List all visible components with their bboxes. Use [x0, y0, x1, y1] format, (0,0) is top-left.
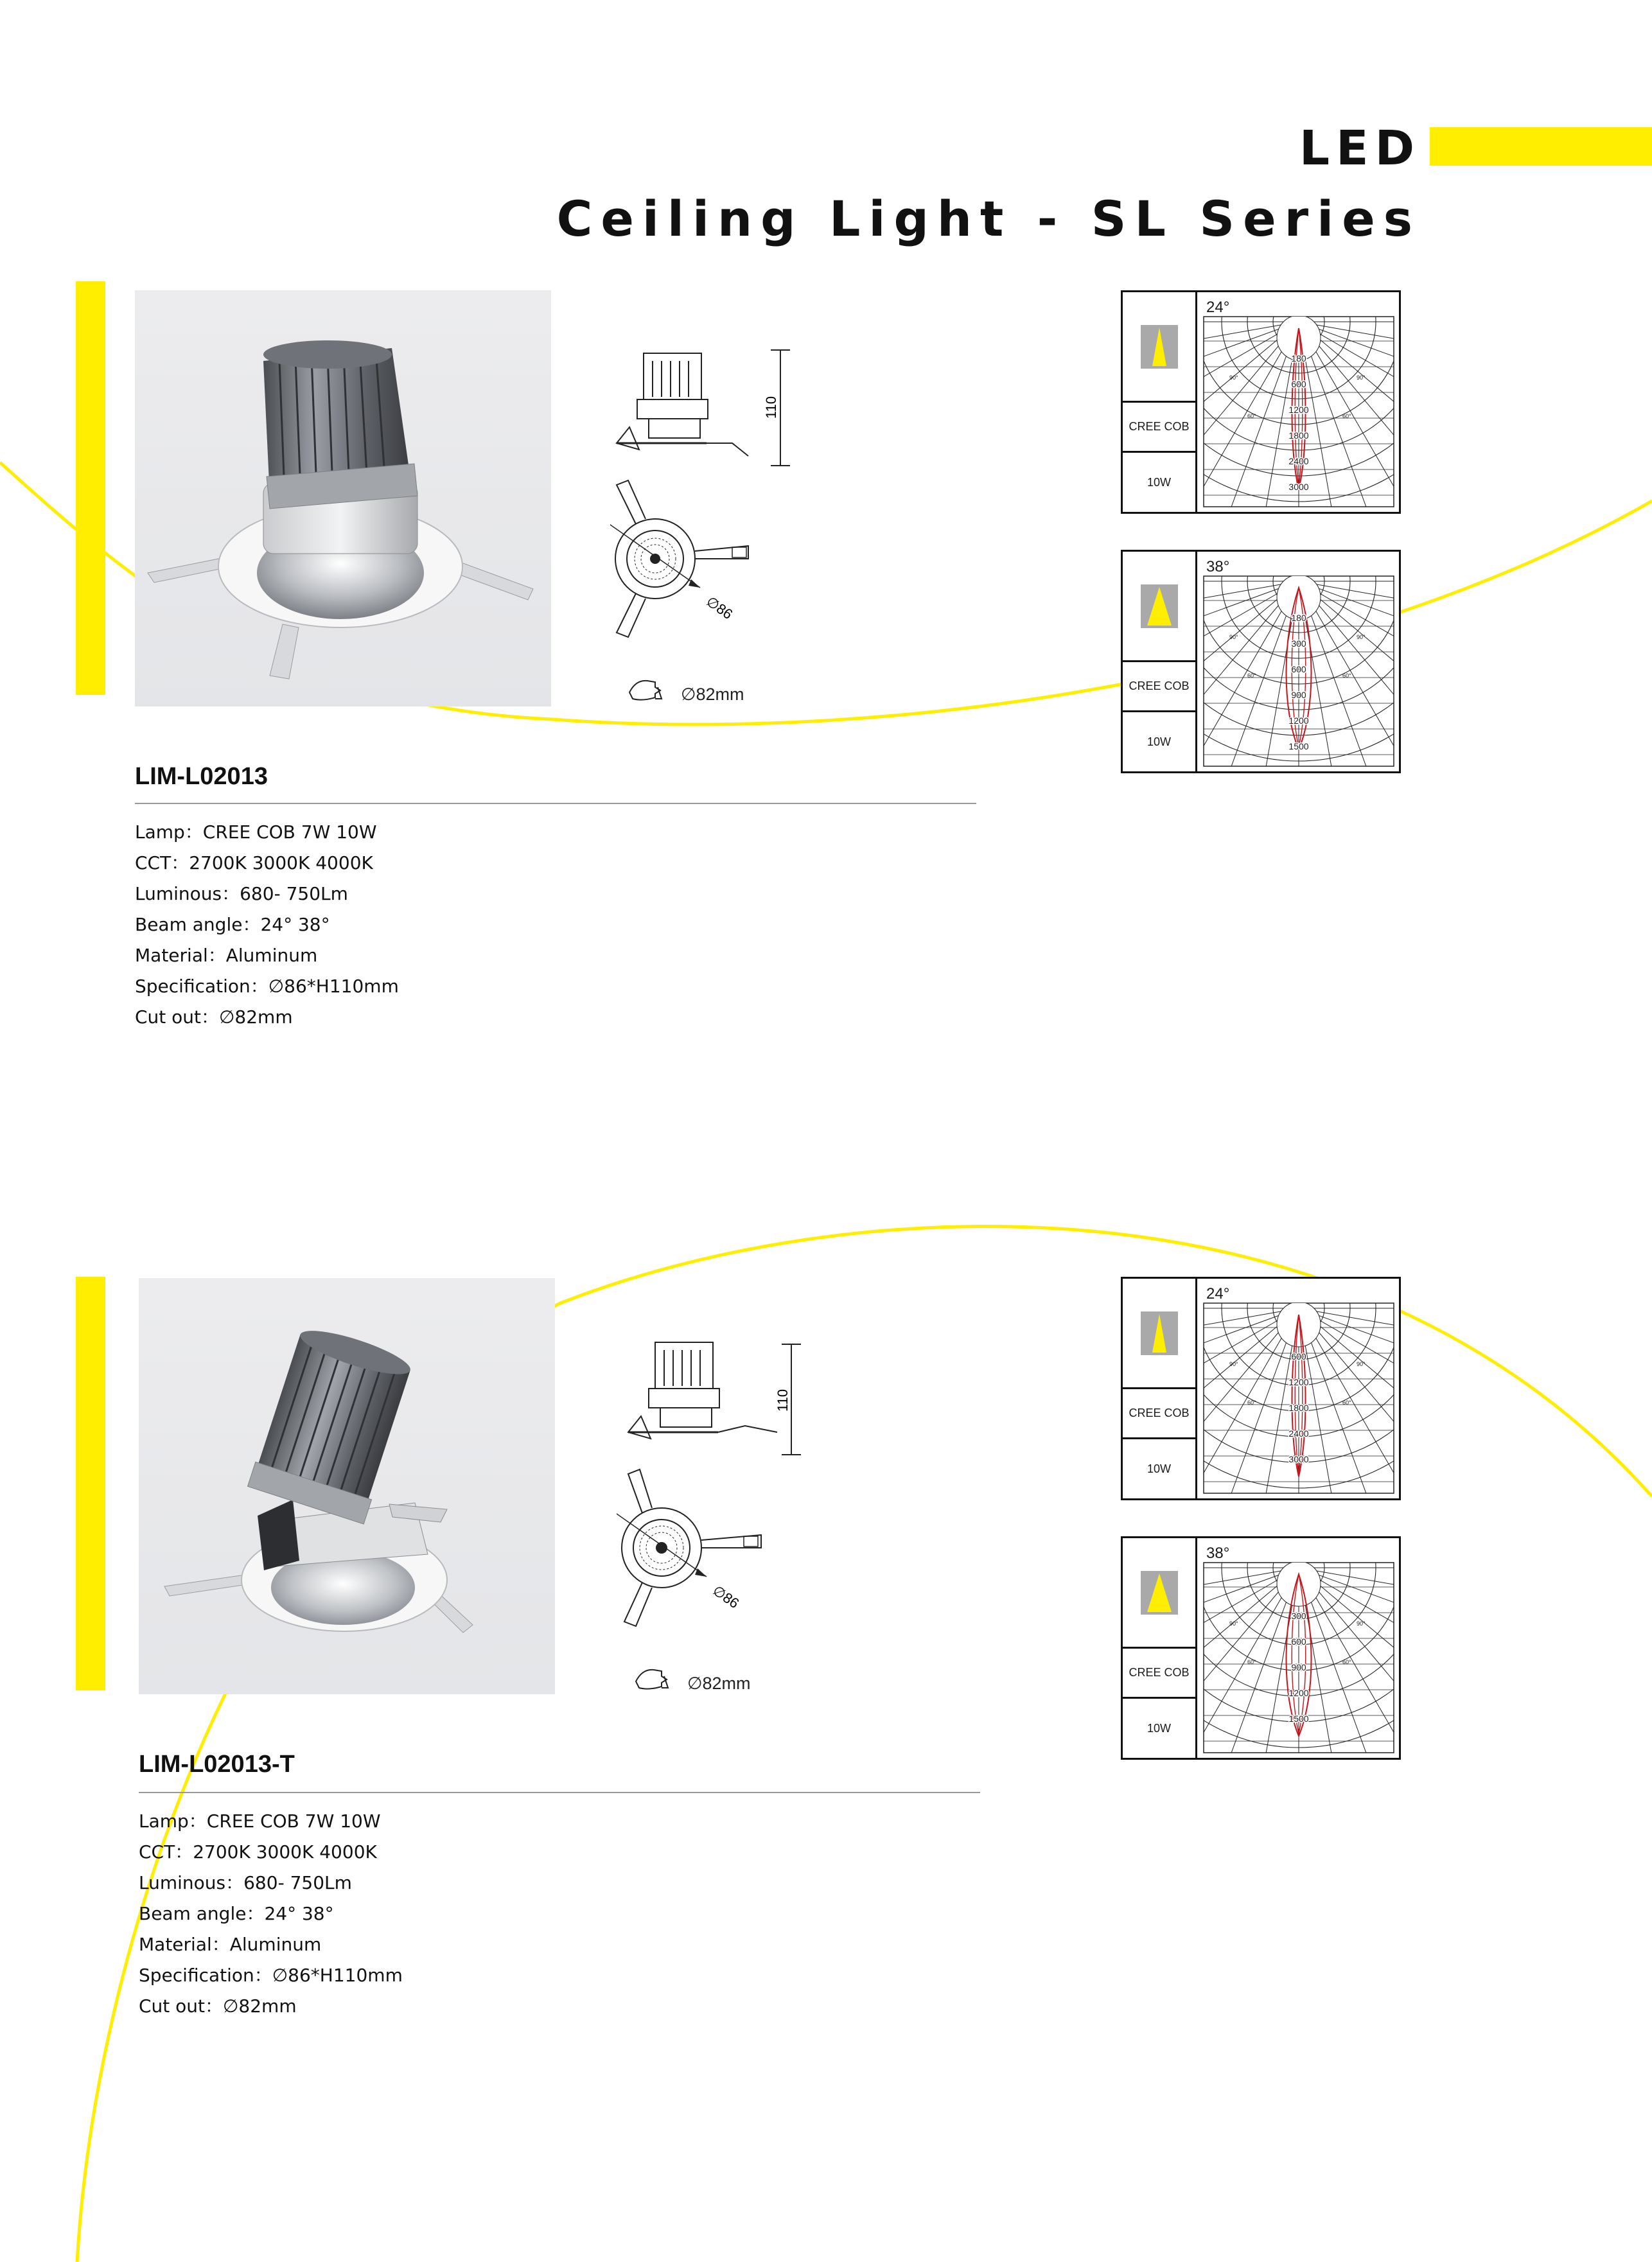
spec-list — [139, 1806, 403, 2022]
polar-angle-label: 60° — [1342, 672, 1351, 679]
polar-scale-label: 900 — [1291, 1662, 1306, 1672]
beam-angle-label: 38° — [1206, 558, 1230, 575]
beam-narrow-icon — [1141, 325, 1178, 369]
model-name: LIM-L02013 — [135, 763, 268, 790]
dim-diameter-label: ∅86 — [710, 1582, 743, 1612]
spec-cct: CCT：2700K 3000K 4000K — [135, 852, 373, 873]
polar-scale-label: 3000 — [1288, 1454, 1309, 1464]
model-divider — [135, 803, 976, 804]
header-accent-bar — [1430, 127, 1652, 166]
polar-angle-label: 60° — [1247, 1399, 1256, 1406]
beam-wide-icon — [1141, 1571, 1178, 1615]
polar-scale-label: 600 — [1291, 1351, 1306, 1362]
polar-angle-label: 60° — [1247, 672, 1256, 679]
polar-scale-label: 1200 — [1288, 405, 1309, 415]
page-title: Ceiling Light - SL Series — [556, 190, 1421, 247]
spec-luminous: Luminous：680- 750Lm — [139, 1872, 352, 1893]
polar-scale-label: 180 — [1291, 613, 1306, 623]
polar-diagram — [1202, 1302, 1395, 1495]
spec-cct: CCT：2700K 3000K 4000K — [139, 1841, 377, 1863]
chip-type: CREE COB — [1123, 662, 1195, 712]
spec-list — [135, 817, 399, 1033]
technical-drawing-1 — [610, 347, 822, 745]
dim-diameter-label: ∅86 — [703, 593, 736, 623]
wattage: 10W — [1147, 1721, 1171, 1735]
spec-material: Material：Aluminum — [139, 1934, 322, 1955]
beam-narrow-icon — [1141, 1311, 1178, 1355]
spec-luminous: Luminous：680- 750Lm — [135, 883, 348, 904]
polar-angle-label: 90° — [1229, 1361, 1238, 1367]
polar-scale-label: 1200 — [1288, 715, 1309, 726]
wattage: 10W — [1147, 1462, 1171, 1475]
photometric-card — [1121, 550, 1401, 773]
polar-scale-label: 300 — [1291, 638, 1306, 649]
polar-scale-label: 600 — [1291, 664, 1306, 674]
polar-scale-label: 1500 — [1288, 741, 1309, 751]
polar-angle-label: 90° — [1357, 634, 1366, 640]
dimension-drawing — [617, 1336, 829, 1696]
dim-height-label: 110 — [763, 396, 779, 419]
polar-scale-label: 1200 — [1288, 1377, 1309, 1387]
header-led: LED — [1299, 121, 1421, 176]
polar-angle-label: 90° — [1229, 374, 1238, 381]
polar-angle-label: 60° — [1247, 1659, 1256, 1665]
product-photo-2 — [139, 1278, 555, 1694]
spec-specification: Specification：∅86*H110mm — [139, 1965, 403, 1986]
beam-angle-label: 24° — [1206, 299, 1230, 316]
model-divider — [139, 1792, 980, 1793]
polar-angle-label: 90° — [1229, 1620, 1238, 1627]
polar-angle-label: 90° — [1357, 374, 1366, 381]
polar-diagram — [1202, 315, 1395, 508]
spec-cutout: Cut out：∅82mm — [135, 1006, 293, 1028]
spec-material: Material：Aluminum — [135, 945, 318, 966]
polar-scale-label: 300 — [1291, 1611, 1306, 1621]
cutout-label: ∅82mm — [687, 1674, 751, 1693]
model-name: LIM-L02013-T — [139, 1751, 295, 1778]
polar-angle-label: 90° — [1229, 634, 1238, 640]
polar-scale-label: 600 — [1291, 1636, 1306, 1647]
product-photo-1 — [135, 290, 551, 706]
dim-height-label: 110 — [775, 1389, 791, 1412]
polar-scale-label: 1500 — [1288, 1714, 1309, 1724]
chip-type: CREE COB — [1123, 403, 1195, 453]
downlight-image — [139, 1278, 555, 1694]
technical-drawing-2 — [617, 1336, 829, 1734]
polar-scale-label: 1800 — [1288, 430, 1309, 441]
polar-angle-label: 60° — [1342, 1399, 1351, 1406]
beam-wide-icon — [1141, 584, 1178, 628]
spec-cutout: Cut out：∅82mm — [139, 1995, 297, 2017]
wattage: 10W — [1147, 735, 1171, 748]
spec-beam-angle: Beam angle：24° 38° — [139, 1903, 334, 1924]
polar-scale-label: 2400 — [1288, 1428, 1309, 1439]
polar-diagram — [1202, 1561, 1395, 1754]
photometric-card — [1121, 290, 1401, 514]
polar-scale-label: 3000 — [1288, 482, 1309, 492]
polar-scale-label: 2400 — [1288, 456, 1309, 466]
dimension-drawing — [610, 347, 822, 706]
beam-angle-label: 38° — [1206, 1545, 1230, 1562]
photometric-card — [1121, 1277, 1401, 1500]
spec-specification: Specification：∅86*H110mm — [135, 976, 399, 997]
chip-type: CREE COB — [1123, 1389, 1195, 1439]
photometric-card — [1121, 1536, 1401, 1760]
polar-scale-label: 1200 — [1288, 1688, 1309, 1698]
spec-lamp: Lamp：CREE COB 7W 10W — [139, 1810, 381, 1832]
polar-diagram — [1202, 575, 1395, 767]
polar-angle-label: 60° — [1342, 1659, 1351, 1665]
spec-lamp: Lamp：CREE COB 7W 10W — [135, 821, 377, 843]
accent-bar-product-1 — [76, 281, 105, 695]
cutout-label: ∅82mm — [681, 685, 744, 704]
spec-beam-angle: Beam angle：24° 38° — [135, 914, 330, 935]
polar-scale-label: 1800 — [1288, 1403, 1309, 1413]
polar-angle-label: 90° — [1357, 1620, 1366, 1627]
downlight-image — [135, 290, 551, 706]
polar-scale-label: 180 — [1291, 353, 1306, 364]
polar-angle-label: 60° — [1247, 413, 1256, 419]
beam-angle-label: 24° — [1206, 1285, 1230, 1302]
polar-scale-label: 900 — [1291, 690, 1306, 700]
polar-angle-label: 90° — [1357, 1361, 1366, 1367]
polar-angle-label: 60° — [1342, 413, 1351, 419]
wattage: 10W — [1147, 475, 1171, 489]
chip-type: CREE COB — [1123, 1649, 1195, 1699]
accent-bar-product-2 — [76, 1277, 105, 1690]
polar-scale-label: 600 — [1291, 379, 1306, 389]
